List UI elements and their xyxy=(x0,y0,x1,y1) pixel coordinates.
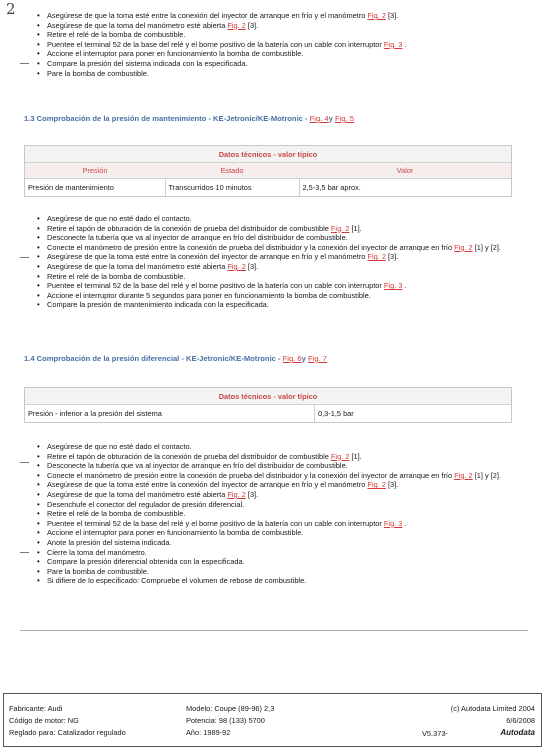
list-item xyxy=(36,548,526,558)
list-item xyxy=(36,528,526,538)
list-item xyxy=(36,442,526,452)
table-cell: 0,3-1,5 bar xyxy=(318,409,354,418)
margin-mark xyxy=(20,462,29,463)
list-item-text: Conecte el manómetro de presión entre la conexión de prueba del distribuidor y la conexión del inyector de arranque en frío xyxy=(47,470,455,480)
list-item-tail: [3]. xyxy=(245,261,259,271)
list-item xyxy=(36,480,526,490)
list-item xyxy=(36,291,526,301)
fig-link[interactable]: Fig. 2 xyxy=(367,480,386,490)
list-item-text: Accione el interruptor durante 5 segundos para poner en funcionamiento la bomba de combustible. xyxy=(47,290,371,300)
fig-link[interactable]: Fig. 2 xyxy=(454,242,473,252)
section-title-text: 1.4 Comprobación de la presión diferencial - KE-Jetronic/KE-Motronic - xyxy=(24,354,283,363)
footer-potencia: Potencia: 98 (133) 5700 xyxy=(186,716,265,725)
list-item xyxy=(36,519,526,529)
list-item xyxy=(36,471,526,481)
col-header: Presión xyxy=(25,163,165,179)
fig-link[interactable]: Fig. 2 xyxy=(227,20,246,30)
list-item-tail: [3]. xyxy=(385,11,399,20)
list-item-text: Desconecte la tubería que va al inyector de arranque en frío del distribuidor de combustible. xyxy=(47,461,348,471)
table-cell: Transcurridos 10 minutos xyxy=(165,179,299,197)
table-caption: Datos técnicos - valor típico xyxy=(25,388,511,405)
list-item-tail: [3]. xyxy=(385,480,399,490)
list-item-tail: [1]. xyxy=(349,451,362,461)
divider xyxy=(20,630,528,631)
list-item-text: Compare la presión diferencial obtenida con la especificada. xyxy=(47,557,245,567)
list-item-text: Cierre la toma del manómetro. xyxy=(47,547,147,557)
fig-link[interactable]: Fig. 3 xyxy=(383,39,403,49)
list-item-text: Asegúrese de que no esté dado el contacto. xyxy=(47,442,192,451)
list-item-tail: . xyxy=(402,281,407,291)
page-mark: 2 xyxy=(6,0,16,18)
list-item-text: Asegúrese de que la toma esté entre la conexión del inyector de arranque en frío y el manómetro xyxy=(47,11,368,20)
footer-reglado: Reglado para: Catalizador regulado xyxy=(9,728,126,737)
list-item-text: Desconecte la tubería que va al inyector de arranque en frío del distribuidor de combustible. xyxy=(47,233,348,243)
fig-link[interactable]: Fig. 2 xyxy=(367,11,386,20)
list-item-text: Puentee el terminal 52 de la base del relé y el borne positivo de la batería con un cable con interruptor xyxy=(47,518,384,528)
tech-data-table-1 xyxy=(24,145,512,197)
footer xyxy=(3,693,542,747)
list-item xyxy=(36,500,526,510)
list-item xyxy=(36,538,526,548)
list-item-tail: . xyxy=(402,39,407,49)
col-header: Valor xyxy=(299,163,511,179)
list-item-text: Compare la presión del sistema indicada con la especificada. xyxy=(47,58,248,68)
section-title-sep: y xyxy=(301,354,308,363)
list-item-text: Conecte el manómetro de presión entre la conexión de prueba del distribuidor y la conexión del inyector de arranque en frío xyxy=(47,242,455,252)
list-item-tail: [3]. xyxy=(245,489,259,499)
list-item-text: Asegúrese de que la toma del manómetro esté abierta xyxy=(47,20,228,30)
list-item-tail: . xyxy=(402,518,407,528)
table-cell: Presión - inferior a la presión del sistema xyxy=(25,405,315,422)
list-item-tail: [1] y [2]. xyxy=(472,242,501,252)
list-item-text: Asegúrese de que no esté dado el contacto. xyxy=(47,214,192,223)
mid-step-list xyxy=(36,214,526,310)
list-item xyxy=(36,224,526,234)
footer-fabricante: Fabricante: Audi xyxy=(9,704,63,713)
list-item xyxy=(36,452,526,462)
list-item xyxy=(36,59,526,69)
list-item xyxy=(36,30,526,40)
fig-link[interactable]: Fig. 2 xyxy=(227,261,246,271)
fig-link[interactable]: Fig. 3 xyxy=(383,518,403,528)
list-item-text: Asegúrese de que la toma esté entre la conexión del inyector de arranque en frío y el manómetro xyxy=(47,252,368,262)
list-item-tail: [1]. xyxy=(349,223,362,233)
list-item xyxy=(36,11,526,21)
list-item xyxy=(36,576,526,586)
list-item xyxy=(36,300,526,310)
fig-link[interactable]: Fig. 2 xyxy=(367,252,386,262)
section-1-4-title xyxy=(24,354,327,363)
footer-date: 6/6/2008 xyxy=(506,716,535,725)
footer-copyright: (c) Autodata Limited 2004 xyxy=(450,704,535,713)
list-item-text: Puentee el terminal 52 de la base del relé y el borne positivo de la batería con un cable con interruptor xyxy=(47,39,384,49)
list-item xyxy=(36,281,526,291)
section-title-sep: y xyxy=(328,114,335,123)
margin-mark xyxy=(20,257,29,258)
section-1-3-title xyxy=(24,114,354,123)
list-item-text: Asegúrese de que la toma del manómetro esté abierta xyxy=(47,261,228,271)
margin-mark xyxy=(20,552,29,553)
list-item-text: Puentee el terminal 52 de la base del relé y el borne positivo de la batería con un cable con interruptor xyxy=(47,281,384,291)
list-item-text: Retire el tapón de obturación de la conexión de prueba del distribuidor de combustible xyxy=(47,223,331,233)
margin-mark xyxy=(20,63,29,64)
list-item-text: Retire el tapón de obturación de la conexión de prueba del distribuidor de combustible xyxy=(47,451,331,461)
list-item-text: Pare la bomba de combustible. xyxy=(47,68,149,78)
fig-link[interactable]: Fig. 2 xyxy=(227,489,246,499)
list-item-text: Asegúrese de que la toma del manómetro esté abierta xyxy=(47,489,228,499)
fig-link[interactable]: Fig. 2 xyxy=(330,223,350,233)
fig-link[interactable]: Fig. 4 xyxy=(309,114,329,123)
list-item xyxy=(36,272,526,282)
list-item-text: Retire el relé de la bomba de combustible. xyxy=(47,509,186,519)
list-item-text: Asegúrese de que la toma esté entre la conexión del inyector de arranque en frío y el manómetro xyxy=(47,480,368,490)
autodata-logo: Autodata xyxy=(500,728,535,737)
list-item-text: Retire el relé de la bomba de combustible. xyxy=(47,271,186,281)
tech-data-table-2 xyxy=(24,387,512,423)
table-caption: Datos técnicos - valor típico xyxy=(25,146,511,163)
list-item xyxy=(36,214,526,224)
footer-ano: Año: 1989-92 xyxy=(186,728,231,737)
list-item-tail: [1] y [2]. xyxy=(472,470,501,480)
list-item xyxy=(36,557,526,567)
list-item xyxy=(36,243,526,253)
list-item xyxy=(36,40,526,50)
list-item-text: Retire el relé de la bomba de combustible. xyxy=(47,30,186,40)
list-item xyxy=(36,461,526,471)
table-cell: Presión de mantenimiento xyxy=(25,179,165,197)
list-item xyxy=(36,567,526,577)
list-item xyxy=(36,509,526,519)
list-item xyxy=(36,21,526,31)
list-item-tail: [3]. xyxy=(385,252,399,262)
bottom-step-list xyxy=(36,442,526,586)
fig-link[interactable]: Fig. 2 xyxy=(454,470,473,480)
section-title-text: 1.3 Comprobación de la presión de mantenimiento - KE-Jetronic/KE-Motronic - xyxy=(24,114,310,123)
list-item xyxy=(36,49,526,59)
list-item-text: Accione el interruptor para poner en funcionamiento la bomba de combustible. xyxy=(47,49,304,59)
col-header: Estado xyxy=(165,163,299,179)
list-item xyxy=(36,252,526,262)
footer-modelo: Modelo: Coupe (89-96) 2,3 xyxy=(186,704,275,713)
footer-version: V5.373- xyxy=(422,729,448,738)
list-item-tail: [3]. xyxy=(245,20,259,30)
fig-link[interactable]: Fig. 7 xyxy=(308,354,327,363)
list-item-text: Pare la bomba de combustible. xyxy=(47,566,149,576)
top-step-list xyxy=(36,11,526,78)
list-item-text: Anote la presión del sistema indicada. xyxy=(47,537,172,547)
list-item xyxy=(36,69,526,79)
list-item-text: Si difiere de lo especificado: Compruebe el volumen de rebose de combustible. xyxy=(47,576,307,586)
fig-link[interactable]: Fig. 2 xyxy=(330,451,350,461)
list-item xyxy=(36,233,526,243)
footer-codigo: Código de motor: NG xyxy=(9,716,79,725)
list-item xyxy=(36,262,526,272)
list-item-text: Accione el interruptor para poner en funcionamiento la bomba de combustible. xyxy=(47,528,304,538)
fig-link[interactable]: Fig. 3 xyxy=(383,281,403,291)
table-cell: 2,5-3,5 bar aprox. xyxy=(302,183,361,192)
fig-link[interactable]: Fig. 6 xyxy=(282,354,302,363)
list-item-text: Desenchufe el conector del regulador de presión diferencial. xyxy=(47,499,245,509)
list-item-text: Compare la presión de mantenimiento indicada con la especificada. xyxy=(47,300,269,310)
list-item xyxy=(36,490,526,500)
fig-link[interactable]: Fig. 5 xyxy=(335,114,354,123)
